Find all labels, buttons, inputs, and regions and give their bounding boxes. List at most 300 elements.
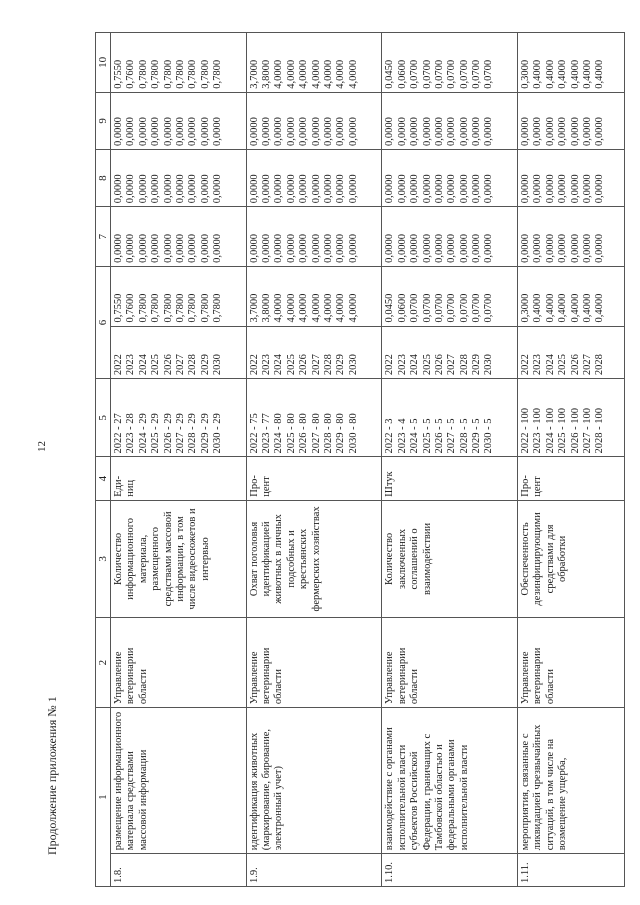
local-budget (382, 92, 518, 149)
finance-years-line: 2026 (162, 354, 174, 376)
regional-budget-line: 0,0000 (162, 174, 174, 204)
regional-budget-line: 0,0000 (285, 174, 297, 204)
extra-budget-line: 0,3000 (520, 59, 532, 89)
regional-budget-line: 0,0000 (310, 174, 322, 204)
finance-years-line: 2029 (471, 354, 483, 376)
extra-budget-line: 0,7800 (150, 59, 162, 89)
finance-years-line: 2030 (347, 354, 359, 376)
regional-budget-line: 0,0000 (471, 174, 483, 204)
finance-total-line: 0,4000 (544, 293, 556, 323)
indicator-values-line: 2028 - 100 (594, 408, 606, 454)
federal-budget (246, 207, 382, 267)
measure-name: идентификация животных (маркирование, бирование, электронный учет) (246, 708, 382, 854)
extra-budget (111, 33, 247, 93)
table-row (382, 33, 518, 887)
federal-budget-line: 0,0000 (471, 234, 483, 263)
local-budget-line: 0,0000 (310, 117, 322, 147)
finance-total-line: 0,4000 (581, 293, 593, 323)
federal-budget-line: 0,0000 (520, 234, 532, 263)
header-col-2: 2 (96, 618, 111, 708)
regional-budget (382, 150, 518, 207)
table-row (246, 33, 382, 887)
finance-total-line: 0,0700 (471, 293, 483, 323)
indicator-values-line: 2022 - 100 (520, 408, 532, 454)
table-body (111, 33, 625, 887)
local-budget-line: 0,0000 (581, 117, 593, 147)
local-budget-line: 0,0000 (409, 117, 421, 147)
extra-budget-line: 0,7800 (199, 59, 211, 89)
measure-name: мероприятия, связанные с ликвидацией чрезвычайных ситуаций, в том числе на возмещение ущерба, (518, 708, 625, 854)
executor: Управление ветеринарии области (246, 618, 382, 708)
finance-total-line: 0,7800 (187, 293, 199, 323)
indicator-values-line: 2025 - 80 (285, 413, 297, 454)
local-budget (246, 92, 382, 149)
finance-total (518, 266, 625, 326)
federal-budget-line: 0,0000 (433, 234, 445, 263)
local-budget (518, 92, 625, 149)
local-budget-line: 0,0000 (458, 117, 470, 147)
federal-budget-line: 0,0000 (544, 234, 556, 263)
indicator-values-line: 2023 - 28 (125, 413, 137, 454)
finance-total-line: 0,0700 (483, 293, 495, 323)
regional-budget-line: 0,0000 (581, 174, 593, 204)
local-budget-line: 0,0000 (544, 117, 556, 147)
finance-years-line: 2025 (285, 354, 297, 376)
federal-budget-line: 0,0000 (557, 234, 569, 263)
local-budget-line: 0,0000 (150, 117, 162, 147)
local-budget-line: 0,0000 (174, 117, 186, 147)
federal-budget-line: 0,0000 (335, 234, 347, 263)
extra-budget-line: 0,4000 (569, 59, 581, 89)
federal-budget-line: 0,0000 (113, 234, 124, 263)
finance-years-line: 2025 (557, 354, 569, 376)
indicator-values-line: 2027 - 5 (446, 418, 458, 454)
finance-total-line: 4,0000 (310, 293, 322, 323)
extra-budget (518, 33, 625, 93)
extra-budget-line: 0,7800 (174, 59, 186, 89)
finance-years-line: 2022 (384, 354, 396, 376)
local-budget-line: 0,0000 (421, 117, 433, 147)
federal-budget-line: 0,0000 (248, 234, 260, 263)
extra-budget-line: 0,7800 (212, 59, 223, 89)
measure-name: размещение информационного материала средствами массовой информации (111, 708, 247, 854)
federal-budget-line: 0,0000 (421, 234, 433, 263)
header-col-5: 5 (96, 379, 111, 457)
extra-budget-line: 0,7800 (137, 59, 149, 89)
finance-years-line: 2024 (137, 354, 149, 376)
local-budget-line: 0,0000 (125, 117, 137, 147)
regional-budget-line: 0,0000 (212, 174, 223, 204)
unit: Штук (382, 457, 518, 500)
federal-budget-line: 0,0000 (384, 234, 396, 263)
header-col-10: 10 (96, 33, 111, 93)
indicator-values-line: 2024 - 80 (273, 413, 285, 454)
federal-budget-line: 0,0000 (150, 234, 162, 263)
finance-total-line: 0,0600 (396, 293, 408, 323)
local-budget-line: 0,0000 (137, 117, 149, 147)
regional-budget-line: 0,0000 (569, 174, 581, 204)
finance-years (111, 326, 247, 379)
finance-total-line: 0,4000 (594, 293, 606, 323)
finance-years-line: 2025 (150, 354, 162, 376)
local-budget-line: 0,0000 (347, 117, 359, 147)
regional-budget-line: 0,0000 (187, 174, 199, 204)
local-budget-line: 0,0000 (594, 117, 606, 147)
finance-total-line: 0,0700 (446, 293, 458, 323)
regional-budget (246, 150, 382, 207)
regional-budget-line: 0,0000 (421, 174, 433, 204)
finance-total-line: 4,0000 (322, 293, 334, 323)
indicator-values-line: 2030 - 80 (347, 413, 359, 454)
indicator-values-line: 2024 - 29 (137, 413, 149, 454)
extra-budget-line: 0,4000 (581, 59, 593, 89)
local-budget-line: 0,0000 (248, 117, 260, 147)
extra-budget-line: 0,7800 (162, 59, 174, 89)
indicator-name: Охват поголовья идентификацией животных в личных подсобных и крестьянских фермерских хозяйствах (246, 500, 382, 617)
program-table (95, 32, 625, 887)
regional-budget-line: 0,0000 (594, 174, 606, 204)
extra-budget-line: 4,0000 (322, 59, 334, 89)
regional-budget-line: 0,0000 (557, 174, 569, 204)
federal-budget-line: 0,0000 (446, 234, 458, 263)
indicator-values-line: 2026 - 100 (569, 408, 581, 454)
indicator-values-line: 2024 - 5 (409, 418, 421, 454)
regional-budget-line: 0,0000 (384, 174, 396, 204)
regional-budget-line: 0,0000 (409, 174, 421, 204)
regional-budget-line: 0,0000 (150, 174, 162, 204)
federal-budget-line: 0,0000 (396, 234, 408, 263)
local-budget-line: 0,0000 (113, 117, 124, 147)
extra-budget-line: 0,4000 (532, 59, 544, 89)
extra-budget-line: 0,0700 (433, 59, 445, 89)
indicator-values-line: 2029 - 80 (335, 413, 347, 454)
indicator-values-line: 2030 - 29 (212, 413, 223, 454)
indicator-values (246, 379, 382, 457)
finance-years-line: 2022 (520, 354, 532, 376)
local-budget-line: 0,0000 (187, 117, 199, 147)
finance-total-line: 0,7800 (174, 293, 186, 323)
unit: Про-цент (518, 457, 625, 500)
header-col-7: 7 (96, 207, 111, 267)
extra-budget-line: 0,7800 (187, 59, 199, 89)
local-budget-line: 0,0000 (162, 117, 174, 147)
finance-total-line: 3,7000 (248, 293, 260, 323)
extra-budget-line: 0,7600 (125, 59, 137, 89)
finance-total-line: 0,7800 (137, 293, 149, 323)
indicator-values-line: 2026 - 80 (298, 413, 310, 454)
finance-years-line: 2030 (483, 354, 495, 376)
local-budget-line: 0,0000 (212, 117, 223, 147)
finance-years-line: 2029 (199, 354, 211, 376)
indicator-values-line: 2028 - 80 (322, 413, 334, 454)
regional-budget (111, 150, 247, 207)
finance-years-line: 2023 (532, 354, 544, 376)
extra-budget-line: 4,0000 (335, 59, 347, 89)
regional-budget-line: 0,0000 (125, 174, 137, 204)
extra-budget-line: 0,0450 (384, 59, 396, 89)
finance-total-line: 0,7800 (162, 293, 174, 323)
row-number: 1.11. (518, 854, 625, 887)
row-number: 1.10. (382, 854, 518, 887)
regional-budget (518, 150, 625, 207)
regional-budget-line: 0,0000 (458, 174, 470, 204)
executor: Управление ветеринарии области (382, 618, 518, 708)
indicator-values (382, 379, 518, 457)
local-budget-line: 0,0000 (298, 117, 310, 147)
indicator-values-line: 2028 - 5 (458, 418, 470, 454)
federal-budget-line: 0,0000 (174, 234, 186, 263)
header-col-1: 1 (96, 708, 111, 887)
indicator-values-line: 2026 - 29 (162, 413, 174, 454)
header-col-8: 8 (96, 150, 111, 207)
federal-budget-line: 0,0000 (594, 234, 606, 263)
federal-budget-line: 0,0000 (310, 234, 322, 263)
unit: Про-цент (246, 457, 382, 500)
finance-years-line: 2028 (458, 354, 470, 376)
indicator-values-line: 2023 - 100 (532, 408, 544, 454)
indicator-values-line: 2025 - 29 (150, 413, 162, 454)
row-number: 1.8. (111, 854, 247, 887)
finance-total-line: 4,0000 (285, 293, 297, 323)
finance-years-line: 2030 (212, 354, 223, 376)
finance-years-line: 2027 (310, 354, 322, 376)
local-budget-line: 0,0000 (285, 117, 297, 147)
regional-budget-line: 0,0000 (520, 174, 532, 204)
indicator-values-line: 2023 - 4 (396, 418, 408, 454)
rotated-table-wrapper (95, 32, 625, 887)
federal-budget-line: 0,0000 (581, 234, 593, 263)
finance-total-line: 0,7800 (212, 293, 223, 323)
table-row (111, 33, 247, 887)
local-budget-line: 0,0000 (335, 117, 347, 147)
regional-budget-line: 0,0000 (261, 174, 273, 204)
finance-years-line: 2027 (581, 354, 593, 376)
finance-total-line: 0,7550 (113, 293, 124, 323)
extra-budget-line: 3,8000 (261, 59, 273, 89)
finance-years (518, 326, 625, 379)
extra-budget-line: 0,0700 (421, 59, 433, 89)
regional-budget-line: 0,0000 (298, 174, 310, 204)
finance-years-line: 2022 (248, 354, 260, 376)
regional-budget-line: 0,0000 (396, 174, 408, 204)
finance-years-line: 2028 (187, 354, 199, 376)
indicator-values-line: 2022 - 75 (248, 413, 260, 454)
finance-years-line: 2023 (261, 354, 273, 376)
header-col-6: 6 (96, 266, 111, 378)
regional-budget-line: 0,0000 (137, 174, 149, 204)
finance-years-line: 2023 (396, 354, 408, 376)
extra-budget-line: 0,0600 (396, 59, 408, 89)
federal-budget-line: 0,0000 (483, 234, 495, 263)
finance-years-line: 2028 (594, 354, 606, 376)
finance-years-line: 2029 (335, 354, 347, 376)
federal-budget-line: 0,0000 (347, 234, 359, 263)
extra-budget-line: 0,7550 (113, 59, 124, 89)
extra-budget-line: 0,0700 (471, 59, 483, 89)
local-budget-line: 0,0000 (520, 117, 532, 147)
extra-budget-line: 0,4000 (557, 59, 569, 89)
finance-years-line: 2024 (409, 354, 421, 376)
finance-total-line: 4,0000 (347, 293, 359, 323)
local-budget-line: 0,0000 (532, 117, 544, 147)
executor: Управление ветеринарии области (111, 618, 247, 708)
finance-total-line: 0,7800 (199, 293, 211, 323)
finance-years (382, 326, 518, 379)
page-number: 12 (36, 441, 48, 452)
extra-budget-line: 0,4000 (544, 59, 556, 89)
finance-total-line: 4,0000 (335, 293, 347, 323)
finance-total-line: 0,4000 (569, 293, 581, 323)
indicator-values-line: 2027 - 80 (310, 413, 322, 454)
header-col-9: 9 (96, 92, 111, 149)
extra-budget-line: 4,0000 (347, 59, 359, 89)
finance-years-line: 2023 (125, 354, 137, 376)
finance-years-line: 2027 (446, 354, 458, 376)
finance-total-line: 4,0000 (273, 293, 285, 323)
federal-budget-line: 0,0000 (199, 234, 211, 263)
federal-budget (382, 207, 518, 267)
executor: Управление ветеринарии области (518, 618, 625, 708)
appendix-continuation-caption: Продолжение приложения № 1 (45, 696, 59, 855)
local-budget-line: 0,0000 (471, 117, 483, 147)
regional-budget-line: 0,0000 (347, 174, 359, 204)
federal-budget-line: 0,0000 (212, 234, 223, 263)
indicator-values-line: 2025 - 100 (557, 408, 569, 454)
measure-name: взаимодействие с органами исполнительной власти субъектов Российской Федерации, граничащих с Тамбовской областью и федеральными органами исполнительной власти (382, 708, 518, 854)
federal-budget-line: 0,0000 (137, 234, 149, 263)
local-budget-line: 0,0000 (446, 117, 458, 147)
regional-budget-line: 0,0000 (446, 174, 458, 204)
extra-budget (246, 33, 382, 93)
finance-years-line: 2026 (569, 354, 581, 376)
regional-budget-line: 0,0000 (532, 174, 544, 204)
federal-budget (518, 207, 625, 267)
federal-budget-line: 0,0000 (162, 234, 174, 263)
indicator-values-line: 2027 - 100 (581, 408, 593, 454)
regional-budget-line: 0,0000 (174, 174, 186, 204)
table-row (518, 33, 625, 887)
extra-budget-line: 0,0700 (446, 59, 458, 89)
finance-years-line: 2027 (174, 354, 186, 376)
indicator-values-line: 2022 - 3 (384, 418, 396, 454)
finance-years-line: 2024 (273, 354, 285, 376)
extra-budget-line: 3,7000 (248, 59, 260, 89)
regional-budget-line: 0,0000 (483, 174, 495, 204)
federal-budget-line: 0,0000 (187, 234, 199, 263)
finance-total-line: 0,0700 (421, 293, 433, 323)
finance-years-line: 2024 (544, 354, 556, 376)
regional-budget-line: 0,0000 (322, 174, 334, 204)
finance-total (246, 266, 382, 326)
finance-total-line: 0,0700 (433, 293, 445, 323)
local-budget-line: 0,0000 (384, 117, 396, 147)
unit: Еди-ниц (111, 457, 247, 500)
extra-budget-line: 0,0700 (483, 59, 495, 89)
local-budget-line: 0,0000 (396, 117, 408, 147)
finance-total-line: 3,8000 (261, 293, 273, 323)
regional-budget-line: 0,0000 (273, 174, 285, 204)
header-row (96, 33, 111, 887)
extra-budget-line: 4,0000 (285, 59, 297, 89)
federal-budget-line: 0,0000 (285, 234, 297, 263)
regional-budget-line: 0,0000 (335, 174, 347, 204)
finance-years (246, 326, 382, 379)
indicator-values (518, 379, 625, 457)
indicator-values-line: 2023 - 77 (261, 413, 273, 454)
extra-budget-line: 0,4000 (594, 59, 606, 89)
regional-budget-line: 0,0000 (248, 174, 260, 204)
indicator-name: Обеспеченность дезинфицирующими средствами для обработки (518, 500, 625, 617)
indicator-values-line: 2027 - 29 (174, 413, 186, 454)
federal-budget-line: 0,0000 (458, 234, 470, 263)
finance-total-line: 0,3000 (520, 293, 532, 323)
header-col-4: 4 (96, 457, 111, 500)
finance-years-line: 2026 (433, 354, 445, 376)
header-col-3: 3 (96, 500, 111, 617)
local-budget-line: 0,0000 (199, 117, 211, 147)
local-budget-line: 0,0000 (322, 117, 334, 147)
indicator-values-line: 2024 - 100 (544, 408, 556, 454)
indicator-values-line: 2030 - 5 (483, 418, 495, 454)
federal-budget-line: 0,0000 (125, 234, 137, 263)
finance-total-line: 4,0000 (298, 293, 310, 323)
finance-total-line: 0,0700 (409, 293, 421, 323)
local-budget-line: 0,0000 (261, 117, 273, 147)
indicator-values-line: 2029 - 29 (199, 413, 211, 454)
indicator-values (111, 379, 247, 457)
finance-total-line: 0,4000 (532, 293, 544, 323)
indicator-values-line: 2028 - 29 (187, 413, 199, 454)
local-budget-line: 0,0000 (483, 117, 495, 147)
extra-budget-line: 4,0000 (298, 59, 310, 89)
extra-budget-line: 0,0700 (458, 59, 470, 89)
finance-years-line: 2022 (113, 354, 124, 376)
indicator-values-line: 2029 - 5 (471, 418, 483, 454)
finance-total-line: 0,7600 (125, 293, 137, 323)
extra-budget-line: 4,0000 (310, 59, 322, 89)
indicator-values-line: 2025 - 5 (421, 418, 433, 454)
local-budget-line: 0,0000 (557, 117, 569, 147)
local-budget (111, 92, 247, 149)
regional-budget-line: 0,0000 (433, 174, 445, 204)
indicator-values-line: 2022 - 27 (113, 413, 124, 454)
finance-total (111, 266, 247, 326)
regional-budget-line: 0,0000 (199, 174, 211, 204)
federal-budget-line: 0,0000 (409, 234, 421, 263)
federal-budget-line: 0,0000 (322, 234, 334, 263)
finance-total-line: 0,0450 (384, 293, 396, 323)
indicator-name: Количество информационного материала, размещенного средствами массовой информации, в том числе видеосюжетов и интервью (111, 500, 247, 617)
finance-total-line: 0,4000 (557, 293, 569, 323)
extra-budget (382, 33, 518, 93)
local-budget-line: 0,0000 (569, 117, 581, 147)
indicator-name: Количество заключенных соглашений о взаимодействии (382, 500, 518, 617)
row-number: 1.9. (246, 854, 382, 887)
finance-total-line: 0,7800 (150, 293, 162, 323)
finance-years-line: 2028 (322, 354, 334, 376)
finance-years-line: 2025 (421, 354, 433, 376)
local-budget-line: 0,0000 (433, 117, 445, 147)
finance-total-line: 0,0700 (458, 293, 470, 323)
extra-budget-line: 0,0700 (409, 59, 421, 89)
indicator-values-line: 2026 - 5 (433, 418, 445, 454)
federal-budget-line: 0,0000 (569, 234, 581, 263)
extra-budget-line: 4,0000 (273, 59, 285, 89)
regional-budget-line: 0,0000 (544, 174, 556, 204)
local-budget-line: 0,0000 (273, 117, 285, 147)
federal-budget-line: 0,0000 (273, 234, 285, 263)
federal-budget-line: 0,0000 (532, 234, 544, 263)
